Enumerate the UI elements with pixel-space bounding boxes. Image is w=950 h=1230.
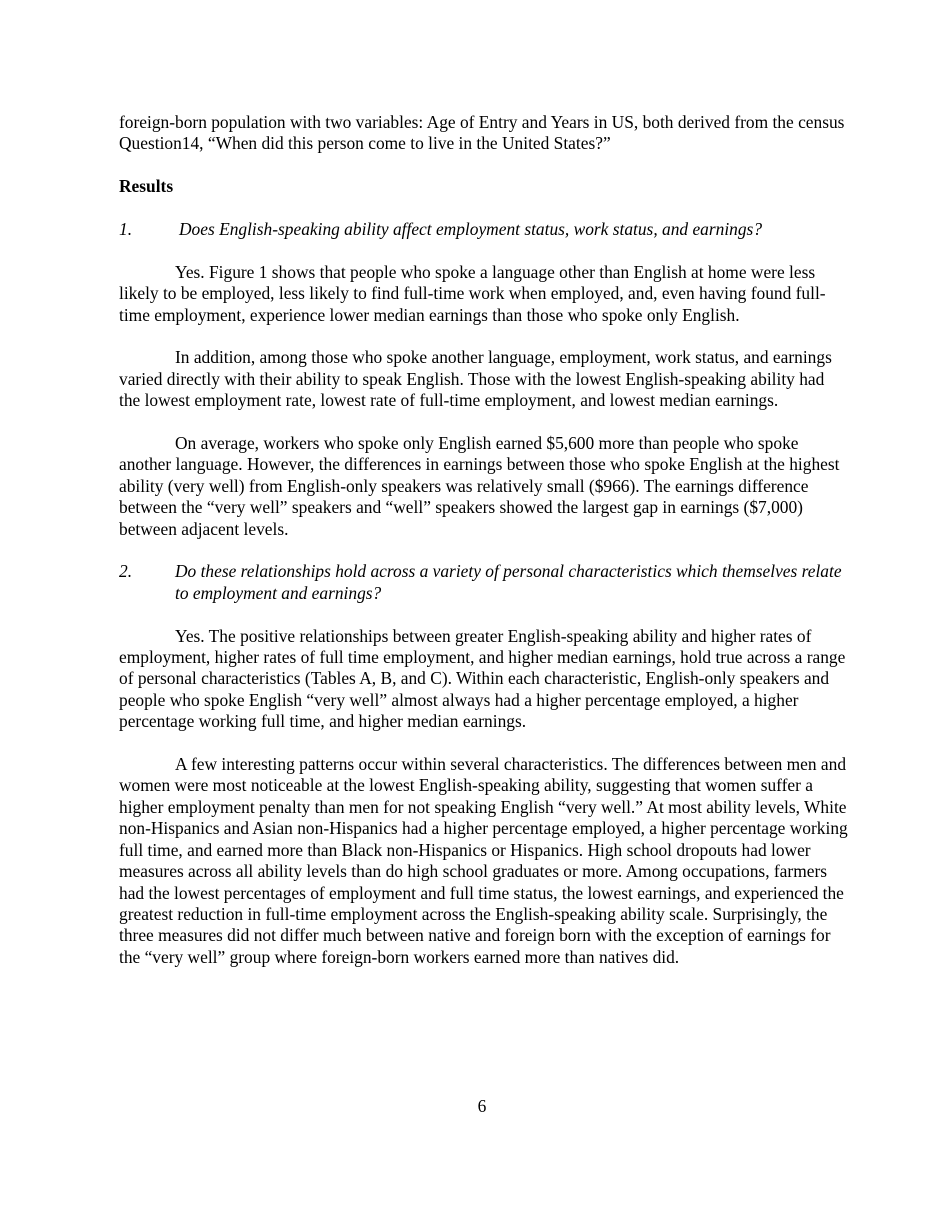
question-1-text: Does English-speaking ability affect employment status, work status, and earnings? (179, 219, 763, 239)
question-2 (119, 561, 849, 604)
answer-2-paragraph-2: A few interesting patterns occur within several characteristics. The differences between men and women were most noticeable at the lowest English-speaking ability, suggesting that women suffer a higher employment penalty than men for not speaking English “very well.” At most ability levels, White non-Hispanics and Asian non-Hispanics had a higher percentage employed, a higher percentage working full time, and earned more than Black non-Hispanics or Hispanics. High school dropouts had lower measures across all ability levels than do high school graduates or more. Among occupations, farmers had the lowest percentages of employment and full time status, the lowest earnings, and experienced the greatest reduction in full-time employment across the English-speaking ability scale. Surprisingly, the three measures did not differ much between native and foreign born with the exception of earnings for the “very well” group where foreign-born workers earned more than natives did. (119, 754, 848, 967)
answer-1-paragraph-2: In addition, among those who spoke another language, employment, work status, and earnings varied directly with their ability to speak English. Those with the lowest English-speaking ability had the lowest employment rate, lowest rate of full-time employment, and lowest median earnings. (119, 347, 832, 411)
page-number: 6 (477, 1096, 487, 1116)
answer-2-paragraph-1: Yes. The positive relationships between greater English-speaking ability and higher rates of employment, higher rates of full time employment, and higher median earnings, hold true across a range of personal characteristics (Tables A, B, and C). Within each characteristic, English-only speakers and people who spoke English “very well” almost always had a higher percentage employed, a higher percentage working full time, and higher median earnings. (119, 625, 846, 732)
results-heading: Results (119, 176, 174, 197)
answer-1-paragraph-3: On average, workers who spoke only English earned $5,600 more than people who spoke another language. However, the differences in earnings between those who spoke English at the highest ability (very well) from English-only speakers was relatively small ($966). The earnings difference between the “very well” speakers and “well” speakers showed the largest gap in earnings ($7,000) between adjacent levels. (119, 433, 840, 539)
answer-1-paragraph-1: Yes. Figure 1 shows that people who spoke a language other than English at home were less likely to be employed, less likely to find full-time work when employed, and, even having found full-time employment, experience lower median earnings than those who spoke only English. (119, 261, 826, 325)
document-page (119, 112, 849, 990)
question-2-number: 2. (119, 561, 133, 582)
question-1 (119, 219, 849, 240)
question-2-text: Do these relationships hold across a variety of personal characteristics which themselves relate to employment and earnings? (175, 561, 842, 603)
question-1-number: 1. (119, 219, 133, 239)
intro-continuation-paragraph: foreign-born population with two variables: Age of Entry and Years in US, both derived from the census Question14, “When did this person come to live in the United States?” (119, 112, 845, 154)
